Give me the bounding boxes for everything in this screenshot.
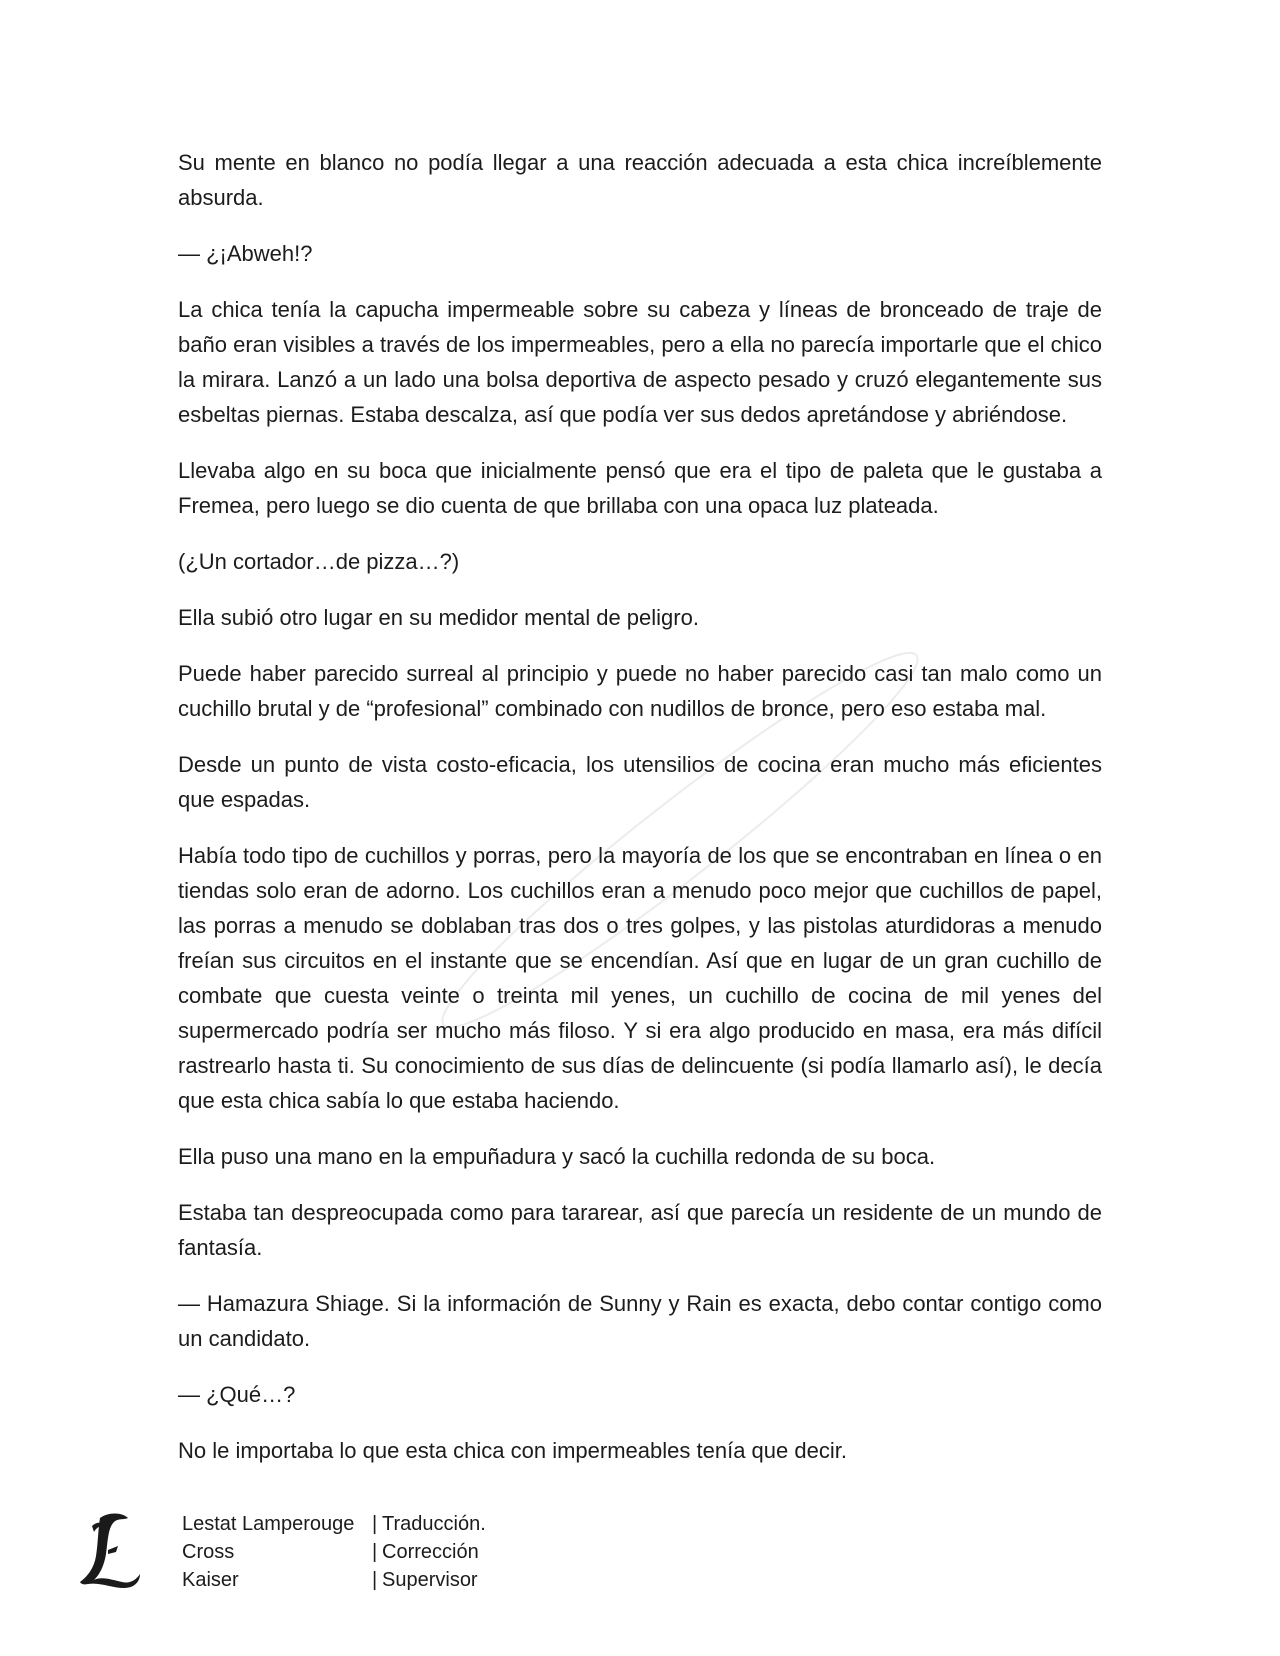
paragraph-12: — Hamazura Shiage. Si la información de Sunny y Rain es exacta, debo contar contigo como un candidato. [178, 1291, 1102, 1351]
credit-role: Supervisor [382, 1569, 478, 1591]
credit-name: Lestat Lamperouge [182, 1513, 355, 1535]
credit-role: Corrección [382, 1541, 479, 1563]
paragraph-14: No le importaba lo que esta chica con impermeables tenía que decir. [178, 1438, 847, 1463]
paragraph-10: Ella puso una mano en la empuñadura y sacó la cuchilla redonda de su boca. [178, 1144, 936, 1169]
paragraph-9: Había todo tipo de cuchillos y porras, pero la mayoría de los que se encontraban en línea o en tiendas solo eran de adorno. Los cuchillos eran a menudo poco mejor que cuchillos de papel, las porras a menudo se doblaban tras dos o tres golpes, y las pistolas aturdidoras a menudo freían sus circuitos en el instante que se encendían. Así que en lugar de un gran cuchillo de combate que cuesta veinte o treinta mil yenes, un cuchillo de cocina de mil yenes del supermercado podría ser mucho más filoso. Y si era algo producido en masa, era más difícil rastrearlo hasta ti. Su conocimiento de sus días de delincuente (si podía llamarlo así), le decía que esta chica sabía lo que estaba haciendo. [178, 843, 1102, 1113]
paragraph-4: Llevaba algo en su boca que inicialmente pensó que era el tipo de paleta que le gustaba a Fremea, pero luego se dio cuenta de que brillaba con una opaca luz plateada. [178, 458, 1102, 518]
credit-role: Traducción. [382, 1513, 486, 1535]
credit-separator: | [372, 1569, 378, 1591]
paragraph-13: — ¿Qué…? [178, 1382, 296, 1407]
paragraph-8: Desde un punto de vista costo-eficacia, los utensilios de cocina eran mucho más eficientes que espadas. [178, 752, 1102, 812]
credit-name: Kaiser [182, 1569, 239, 1591]
credits-list [182, 1510, 486, 1594]
gothic-l-logo-icon [78, 1510, 144, 1590]
paragraph-7: Puede haber parecido surreal al principio y puede no haber parecido casi tan malo como un cuchillo brutal y de “profesional” combinado con nudillos de bronce, pero eso estaba mal. [178, 661, 1102, 721]
paragraph-2: — ¿¡Abweh!? [178, 241, 313, 266]
credit-separator: | [372, 1513, 378, 1535]
credit-row [182, 1510, 486, 1538]
paragraph-5: (¿Un cortador…de pizza…?) [178, 549, 460, 574]
paragraph-6: Ella subió otro lugar en su medidor mental de peligro. [178, 605, 699, 630]
credit-row [182, 1538, 486, 1566]
credit-separator: | [372, 1541, 378, 1563]
credit-row [182, 1566, 486, 1594]
credit-name: Cross [182, 1541, 235, 1563]
paragraph-1: Su mente en blanco no podía llegar a una reacción adecuada a esta chica increíblemente absurda. [178, 150, 1102, 210]
paragraph-11: Estaba tan despreocupada como para tararear, así que parecía un residente de un mundo de fantasía. [178, 1200, 1102, 1260]
footer-credits [78, 1510, 678, 1630]
document-body [178, 145, 1102, 1468]
paragraph-3: La chica tenía la capucha impermeable sobre su cabeza y líneas de bronceado de traje de baño eran visibles a través de los impermeables, pero a ella no parecía importarle que el chico la mirara. Lanzó a un lado una bolsa deportiva de aspecto pesado y cruzó elegantemente sus esbeltas piernas. Estaba descalza, así que podía ver sus dedos apretándose y abriéndose. [178, 297, 1102, 427]
